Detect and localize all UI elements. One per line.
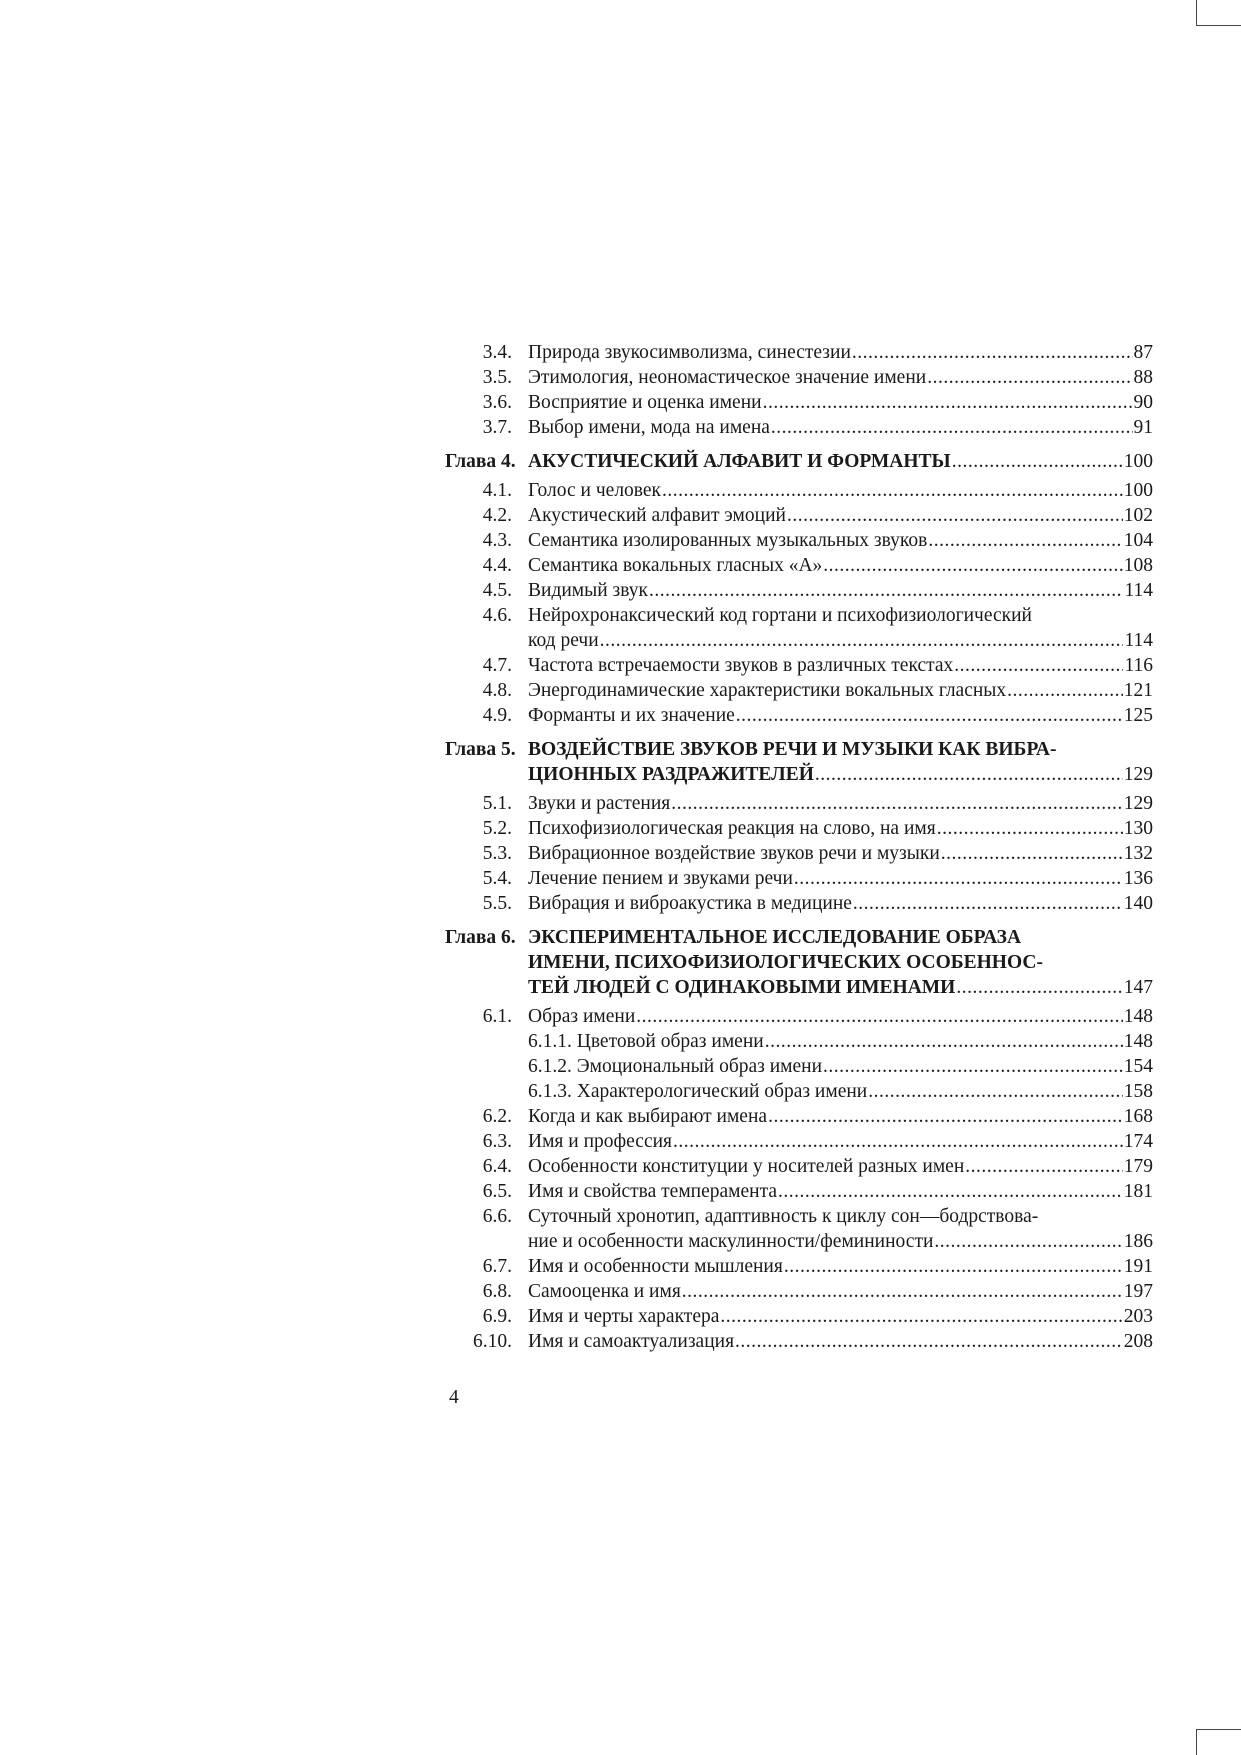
toc-entry	[448, 1004, 1153, 1029]
toc-leader-dots	[682, 1279, 1123, 1304]
page-number: 4	[449, 1387, 459, 1408]
toc-entry-number: 6.8.	[482, 1281, 512, 1302]
toc-entry-number: 3.4.	[482, 342, 512, 363]
toc-entry-title: Звуки и растения	[528, 793, 671, 814]
toc-entry-body	[528, 1254, 1153, 1279]
toc-entry	[448, 1229, 1153, 1254]
toc-entry-title: Самооценка и имя	[528, 1281, 681, 1302]
toc-entry-page: 91	[1133, 417, 1153, 438]
toc-entry-number: Глава 6.	[445, 927, 516, 948]
toc-entry-body	[528, 603, 1153, 628]
toc-entry	[448, 1079, 1153, 1104]
toc-leader-dots	[823, 1054, 1123, 1079]
toc-entry-body	[528, 340, 1153, 365]
toc-entry-body	[528, 975, 1153, 1000]
toc-entry-body	[528, 1129, 1153, 1154]
toc-entry-page: 88	[1133, 367, 1153, 388]
toc-entry-page: 174	[1123, 1131, 1153, 1152]
toc-leader-dots	[956, 975, 1122, 1000]
toc-entry-title: Форманты и их значение	[528, 705, 735, 726]
toc-entry-body	[528, 1204, 1153, 1229]
toc-entry-title: Имя и самоактуализация	[528, 1331, 735, 1352]
toc-leader-dots	[735, 1329, 1123, 1354]
toc-entry-body	[528, 737, 1153, 762]
toc-leader-dots	[771, 415, 1133, 440]
toc-leader-dots	[787, 503, 1123, 528]
toc-leader-dots	[794, 866, 1123, 891]
toc-leader-dots	[853, 891, 1123, 916]
toc-entry	[448, 1129, 1153, 1154]
toc-entry-title: Энергодинамические характеристики вокальных гласных	[528, 680, 1007, 701]
toc-entry	[448, 553, 1153, 578]
toc-entry	[448, 340, 1153, 365]
toc-entry-title: ние и особенности маскулинности/фемининости	[528, 1231, 934, 1252]
toc-leader-dots	[1007, 678, 1123, 703]
toc-entry-page: 186	[1123, 1231, 1153, 1252]
toc-entry-page: 129	[1123, 793, 1153, 814]
toc-entry-title: Имя и черты характера	[528, 1306, 720, 1327]
toc-entry-title: Восприятие и оценка имени	[528, 392, 762, 413]
toc-leader-dots	[934, 1229, 1122, 1254]
toc-entry-title: ИМЕНИ, ПСИХОФИЗИОЛОГИЧЕСКИХ ОСОБЕННОС-	[528, 952, 1043, 973]
toc-entry-number: 4.4.	[482, 555, 512, 576]
toc-entry-page: 100	[1123, 480, 1153, 501]
toc-entry-number: 6.5.	[482, 1181, 512, 1202]
toc-entry-body	[528, 503, 1153, 528]
toc-entry-page: 197	[1123, 1281, 1153, 1302]
toc-entry-number: Глава 5.	[445, 739, 516, 760]
toc-entry	[448, 365, 1153, 390]
toc-entry-number: 6.2.	[482, 1106, 512, 1127]
toc-leader-dots	[941, 841, 1123, 866]
toc-entry	[448, 816, 1153, 841]
toc-entry-number: Глава 4.	[445, 451, 516, 472]
toc-entry	[448, 1179, 1153, 1204]
toc-leader-dots	[868, 1079, 1123, 1104]
toc-entry	[448, 478, 1153, 503]
toc-entry-title: Этимология, неономастическое значение имени	[528, 367, 927, 388]
toc-entry	[448, 653, 1153, 678]
toc-entry-page: 136	[1123, 868, 1153, 889]
toc-entry-number: 5.2.	[482, 818, 512, 839]
toc-entry-title: Природа звукосимволизма, синестезии	[528, 342, 851, 363]
toc-entry-body	[528, 449, 1153, 474]
toc-entry	[448, 703, 1153, 728]
crop-mark-top-right-vertical	[1196, 0, 1197, 26]
toc-entry	[448, 628, 1153, 653]
toc-entry-page: 116	[1124, 655, 1153, 676]
toc-entry-number: 6.3.	[482, 1131, 512, 1152]
toc-entry-body	[528, 528, 1153, 553]
toc-entry-body	[528, 390, 1153, 415]
toc-entry-number: 4.2.	[482, 505, 512, 526]
toc-entry-body	[528, 1104, 1153, 1129]
toc-entry-title: ТЕЙ ЛЮДЕЙ С ОДИНАКОВЫМИ ИМЕНАМИ	[528, 977, 956, 998]
toc-entry-body	[528, 628, 1153, 653]
toc-entry	[448, 578, 1153, 603]
toc-entry-page: 114	[1124, 630, 1153, 651]
toc-leader-dots	[600, 628, 1124, 653]
toc-entry-body	[528, 925, 1153, 950]
toc-entry-title: Образ имени	[528, 1006, 636, 1027]
toc-entry-body	[528, 478, 1153, 503]
toc-entry	[448, 1204, 1153, 1229]
toc-leader-dots	[720, 1304, 1122, 1329]
toc-entry-body	[528, 791, 1153, 816]
toc-entry-number: 5.5.	[482, 893, 512, 914]
toc-leader-dots	[965, 1154, 1122, 1179]
toc-entry	[448, 678, 1153, 703]
toc-entry	[448, 1154, 1153, 1179]
toc-entry	[448, 1304, 1153, 1329]
toc-entry-page: 130	[1123, 818, 1153, 839]
toc-entry-body	[528, 1329, 1153, 1354]
crop-mark-bottom-right-vertical	[1196, 1729, 1197, 1755]
toc-leader-dots	[927, 365, 1132, 390]
toc-entry-number: 6.10.	[473, 1331, 512, 1352]
toc-leader-dots	[852, 340, 1133, 365]
toc-entry-title: 6.1.3. Характерологический образ имени	[528, 1081, 868, 1102]
toc-entry-title: ЭКСПЕРИМЕНТАЛЬНОЕ ИССЛЕДОВАНИЕ ОБРАЗА	[528, 927, 1022, 948]
toc-entry-body	[528, 1004, 1153, 1029]
toc-entry	[445, 737, 1153, 762]
toc-entry	[448, 891, 1153, 916]
toc-leader-dots	[954, 653, 1123, 678]
toc-entry-number: 5.3.	[482, 843, 512, 864]
toc-entry-body	[528, 365, 1153, 390]
toc-entry-body	[528, 653, 1153, 678]
toc-entry-number: 3.5.	[482, 367, 512, 388]
crop-mark-bottom-right-horizontal	[1196, 1729, 1241, 1730]
toc-leader-dots	[636, 1004, 1122, 1029]
toc-entry-number: 6.1.	[482, 1006, 512, 1027]
toc-entry-number: 4.3.	[482, 530, 512, 551]
toc-entry-title: код речи	[528, 630, 599, 651]
toc-entry-number: 4.7.	[482, 655, 512, 676]
toc-entry-body	[528, 866, 1153, 891]
toc-entry-title: Семантика изолированных музыкальных звуков	[528, 530, 928, 551]
toc-entry-page: 148	[1123, 1031, 1153, 1052]
crop-mark-top-right-horizontal	[1196, 25, 1241, 26]
toc-entry-title: ЦИОННЫХ РАЗДРАЖИТЕЛЕЙ	[528, 764, 814, 785]
toc-entry-title: Вибрация и виброакустика в медицине	[528, 893, 852, 914]
toc-entry-page: 121	[1123, 680, 1153, 701]
toc-leader-dots	[823, 553, 1122, 578]
toc-entry	[448, 1254, 1153, 1279]
toc-leader-dots	[815, 762, 1123, 787]
toc-entry-body	[528, 891, 1153, 916]
toc-entry-number: 6.4.	[482, 1156, 512, 1177]
toc-entry-number: 5.1.	[482, 793, 512, 814]
toc-entry	[448, 528, 1153, 553]
toc-entry-body	[528, 1304, 1153, 1329]
toc-entry-body	[528, 578, 1153, 603]
toc-entry-number: 4.6.	[482, 605, 512, 626]
toc-entry-body	[528, 415, 1153, 440]
toc-entry	[445, 449, 1153, 474]
toc-leader-dots	[768, 1104, 1123, 1129]
toc-entry-number: 4.9.	[482, 705, 512, 726]
toc-entry	[448, 603, 1153, 628]
toc-entry-page: 158	[1123, 1081, 1153, 1102]
toc-entry-title: Имя и свойства темперамента	[528, 1181, 778, 1202]
toc-entry	[448, 975, 1153, 1000]
toc-entry-body	[528, 762, 1153, 787]
toc-entry-number: 4.5.	[482, 580, 512, 601]
toc-leader-dots	[736, 703, 1123, 728]
toc-entry-body	[528, 841, 1153, 866]
toc-entry-title: 6.1.1. Цветовой образ имени	[528, 1031, 764, 1052]
toc-entry-body	[528, 1154, 1153, 1179]
table-of-contents	[445, 340, 1153, 1354]
toc-entry	[448, 390, 1153, 415]
toc-entry-body	[528, 1029, 1153, 1054]
toc-entry-number: 4.1.	[482, 480, 512, 501]
toc-entry	[448, 1279, 1153, 1304]
toc-entry	[448, 415, 1153, 440]
toc-entry	[448, 1329, 1153, 1354]
toc-entry-page: 181	[1123, 1181, 1153, 1202]
toc-entry-title: Нейрохронаксический код гортани и психофизиологический	[528, 605, 1032, 626]
toc-entry-body	[528, 703, 1153, 728]
toc-entry	[448, 866, 1153, 891]
toc-entry-page: 125	[1123, 705, 1153, 726]
toc-entry-number: 5.4.	[482, 868, 512, 889]
toc-entry-page: 100	[1123, 451, 1153, 472]
toc-entry-page: 129	[1123, 764, 1153, 785]
toc-leader-dots	[662, 478, 1123, 503]
toc-entry-body	[528, 1279, 1153, 1304]
toc-leader-dots	[671, 791, 1123, 816]
toc-entry-page: 114	[1124, 580, 1153, 601]
toc-entry-number: 6.9.	[482, 1306, 512, 1327]
toc-leader-dots	[937, 816, 1123, 841]
toc-entry-title: ВОЗДЕЙСТВИЕ ЗВУКОВ РЕЧИ И МУЗЫКИ КАК ВИБРА-	[528, 739, 1057, 760]
toc-entry	[448, 791, 1153, 816]
toc-entry-title: Частота встречаемости звуков в различных текстах	[528, 655, 954, 676]
toc-entry-page: 179	[1123, 1156, 1153, 1177]
toc-entry-page: 90	[1133, 392, 1153, 413]
toc-entry-title: Видимый звук	[528, 580, 649, 601]
toc-entry	[448, 503, 1153, 528]
toc-entry-title: Имя и профессия	[528, 1131, 673, 1152]
toc-leader-dots	[649, 578, 1123, 603]
toc-entry-number: 4.8.	[482, 680, 512, 701]
toc-entry-body	[528, 950, 1153, 975]
toc-leader-dots	[763, 390, 1133, 415]
toc-leader-dots	[673, 1129, 1123, 1154]
toc-entry-title: Семантика вокальных гласных «А»	[528, 555, 823, 576]
toc-entry-body	[528, 1179, 1153, 1204]
toc-entry-page: 203	[1123, 1306, 1153, 1327]
toc-entry-page: 154	[1123, 1056, 1153, 1077]
toc-entry	[448, 1054, 1153, 1079]
toc-entry-page: 102	[1123, 505, 1153, 526]
toc-entry-title: Психофизиологическая реакция на слово, на имя	[528, 818, 936, 839]
toc-entry-page: 108	[1123, 555, 1153, 576]
toc-entry	[448, 950, 1153, 975]
toc-entry-title: Вибрационное воздействие звуков речи и музыки	[528, 843, 940, 864]
toc-entry-page: 87	[1133, 342, 1153, 363]
toc-entry	[448, 1029, 1153, 1054]
toc-entry-page: 147	[1123, 977, 1153, 998]
toc-entry-title: Выбор имени, мода на имена	[528, 417, 770, 438]
toc-leader-dots	[928, 528, 1122, 553]
toc-entry-title: Особенности конституции у носителей разных имен	[528, 1156, 965, 1177]
toc-entry-title: 6.1.2. Эмоциональный образ имени	[528, 1056, 823, 1077]
toc-entry-body	[528, 1054, 1153, 1079]
toc-leader-dots	[952, 449, 1123, 474]
toc-entry-title: Голос и человек	[528, 480, 662, 501]
toc-leader-dots	[778, 1179, 1123, 1204]
toc-entry-number: 6.7.	[482, 1256, 512, 1277]
toc-leader-dots	[765, 1029, 1123, 1054]
toc-entry	[448, 841, 1153, 866]
toc-entry	[445, 925, 1153, 950]
toc-entry-title: Когда и как выбирают имена	[528, 1106, 768, 1127]
toc-entry-body	[528, 1229, 1153, 1254]
toc-entry-number: 6.6.	[482, 1206, 512, 1227]
toc-entry-number: 3.7.	[482, 417, 512, 438]
toc-entry-page: 208	[1123, 1331, 1153, 1352]
toc-leader-dots	[784, 1254, 1123, 1279]
toc-entry-page: 168	[1123, 1106, 1153, 1127]
toc-entry-title: Имя и особенности мышления	[528, 1256, 783, 1277]
toc-entry-title: Акустический алфавит эмоций	[528, 505, 786, 526]
toc-entry-body	[528, 678, 1153, 703]
toc-entry	[448, 1104, 1153, 1129]
toc-entry-title: Суточный хронотип, адаптивность к циклу сон—бодрствова-	[528, 1206, 1039, 1227]
toc-entry-page: 191	[1123, 1256, 1153, 1277]
toc-entry	[448, 762, 1153, 787]
toc-entry-number: 3.6.	[482, 392, 512, 413]
toc-entry-page: 132	[1123, 843, 1153, 864]
toc-entry-title: Лечение пением и звуками речи	[528, 868, 793, 889]
toc-entry-page: 104	[1123, 530, 1153, 551]
toc-entry-page: 148	[1123, 1006, 1153, 1027]
toc-entry-title: АКУСТИЧЕСКИЙ АЛФАВИТ И ФОРМАНТЫ	[528, 451, 951, 472]
toc-entry-page: 140	[1123, 893, 1153, 914]
toc-entry-body	[528, 816, 1153, 841]
toc-entry-body	[528, 553, 1153, 578]
toc-entry-body	[528, 1079, 1153, 1104]
